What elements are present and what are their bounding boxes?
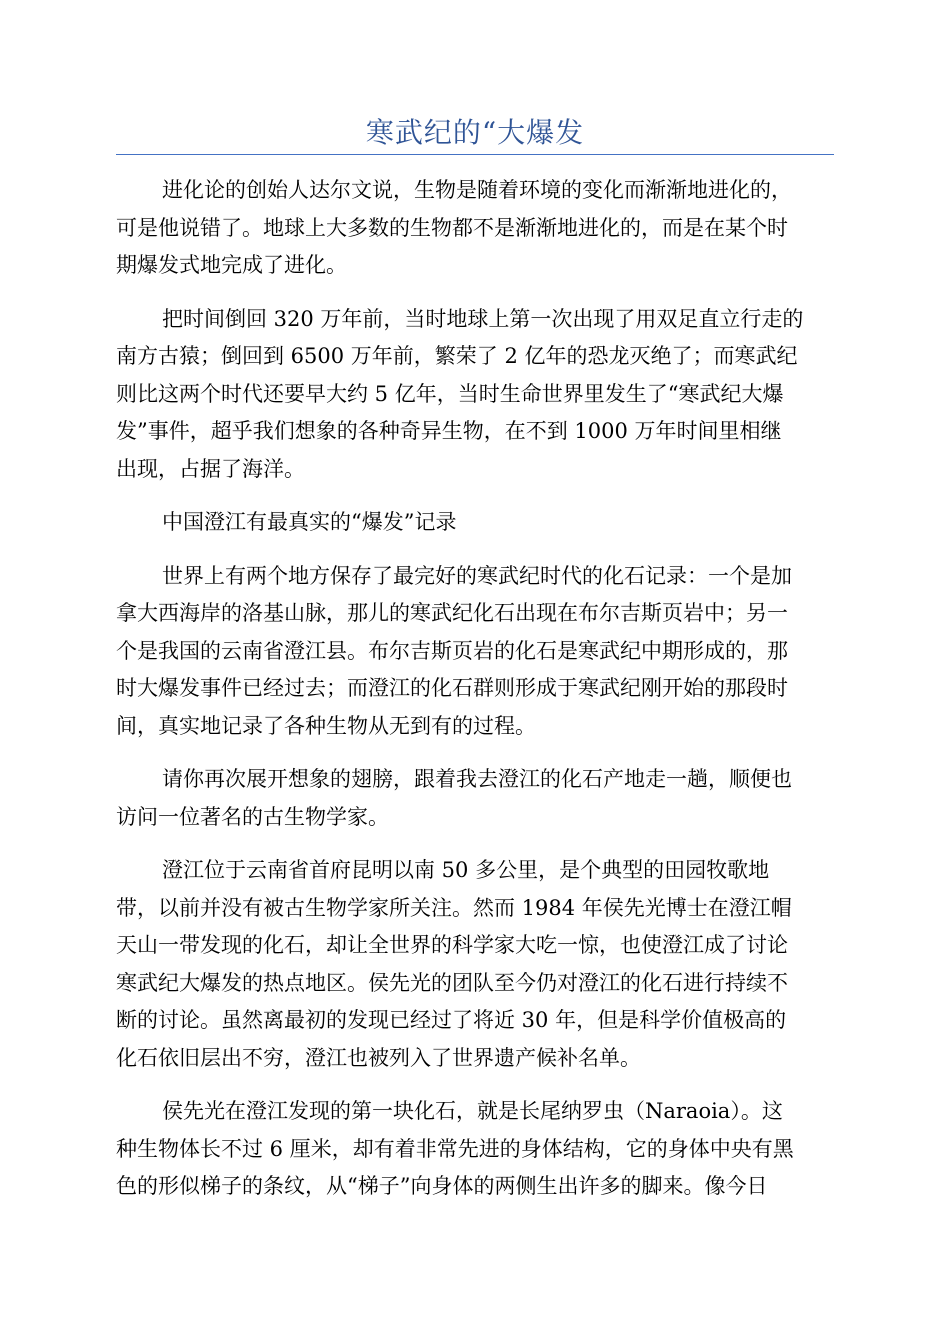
- paragraph-line: 出现，占据了海洋。: [116, 456, 305, 481]
- paragraph-line: 期爆发式地完成了进化。: [116, 253, 347, 277]
- paragraph-2: [116, 301, 834, 489]
- document-body: [116, 172, 834, 1222]
- paragraph-line: 断的讨论。虽然离最初的发现已经过了将近 30 年，但是科学价值极高的: [116, 1008, 787, 1032]
- page-title: 寒武纪的“大爆发: [365, 116, 585, 149]
- paragraph-line: 侯先光在澄江发现的第一块化石，就是长尾纳罗虫（Naraoia）。这: [162, 1099, 783, 1123]
- paragraph-line: 种生物体长不过 6 厘米，却有着非常先进的身体结构，它的身体中央有黑: [116, 1136, 794, 1161]
- paragraph-line: 可是他说错了。地球上大多数的生物都不是渐渐地进化的，而是在某个时: [116, 215, 788, 240]
- paragraph-3: [116, 558, 834, 746]
- paragraph-line: 访问一位著名的古生物学家。: [116, 804, 389, 829]
- paragraph-1: [116, 172, 834, 285]
- paragraph-6: [116, 1093, 834, 1206]
- paragraph-line: 个是我国的云南省澄江县。布尔吉斯页岩的化石是寒武纪中期形成的，那: [116, 638, 788, 663]
- section-heading-text: 中国澄江有最真实的“爆发”记录: [162, 510, 457, 534]
- paragraph-line: 世界上有两个地方保存了最完好的寒武纪时代的化石记录：一个是加: [162, 563, 792, 588]
- paragraph-line: 化石依旧层出不穷，澄江也被列入了世界遗产候补名单。: [116, 1045, 641, 1070]
- paragraph-line: 进化论的创始人达尔文说，生物是随着环境的变化而渐渐地进化的，: [162, 178, 792, 202]
- paragraph-line: 则比这两个时代还要早大约 5 亿年，当时生命世界里发生了“寒武纪大爆: [116, 381, 784, 406]
- paragraph-line: 时大爆发事件已经过去；而澄江的化石群则形成于寒武纪刚开始的那段时: [116, 676, 788, 700]
- paragraph-line: 澄江位于云南省首府昆明以南 50 多公里，是个典型的田园牧歌地: [162, 858, 770, 882]
- paragraph-line: 发”事件，超乎我们想象的各种奇异生物，在不到 1000 万年时间里相继: [116, 419, 782, 443]
- paragraph-line: 寒武纪大爆发的热点地区。侯先光的团队至今仍对澄江的化石进行持续不: [116, 970, 788, 995]
- paragraph-line: 天山一带发现的化石，却让全世界的科学家大吃一惊，也使澄江成了讨论: [116, 933, 788, 957]
- paragraph-4: [116, 761, 834, 836]
- paragraph-line: 请你再次展开想象的翅膀，跟着我去澄江的化石产地走一趟，顺便也: [162, 767, 792, 791]
- title-underline: [116, 154, 834, 155]
- paragraph-5: [116, 852, 834, 1077]
- paragraph-line: 间，真实地记录了各种生物从无到有的过程。: [116, 713, 536, 738]
- paragraph-line: 色的形似梯子的条纹，从“梯子”向身体的两侧生出许多的脚来。像今日: [116, 1174, 768, 1198]
- paragraph-line: 带，以前并没有被古生物学家所关注。然而 1984 年侯先光博士在澄江帽: [116, 895, 792, 920]
- paragraph-line: 南方古猿；倒回到 6500 万年前，繁荣了 2 亿年的恐龙灭绝了；而寒武纪: [116, 344, 798, 368]
- paragraph-line: 拿大西海岸的洛基山脉，那儿的寒武纪化石出现在布尔吉斯页岩中；另一: [116, 601, 788, 625]
- section-heading: [116, 504, 834, 542]
- paragraph-line: 把时间倒回 320 万年前，当时地球上第一次出现了用双足直立行走的: [162, 306, 804, 331]
